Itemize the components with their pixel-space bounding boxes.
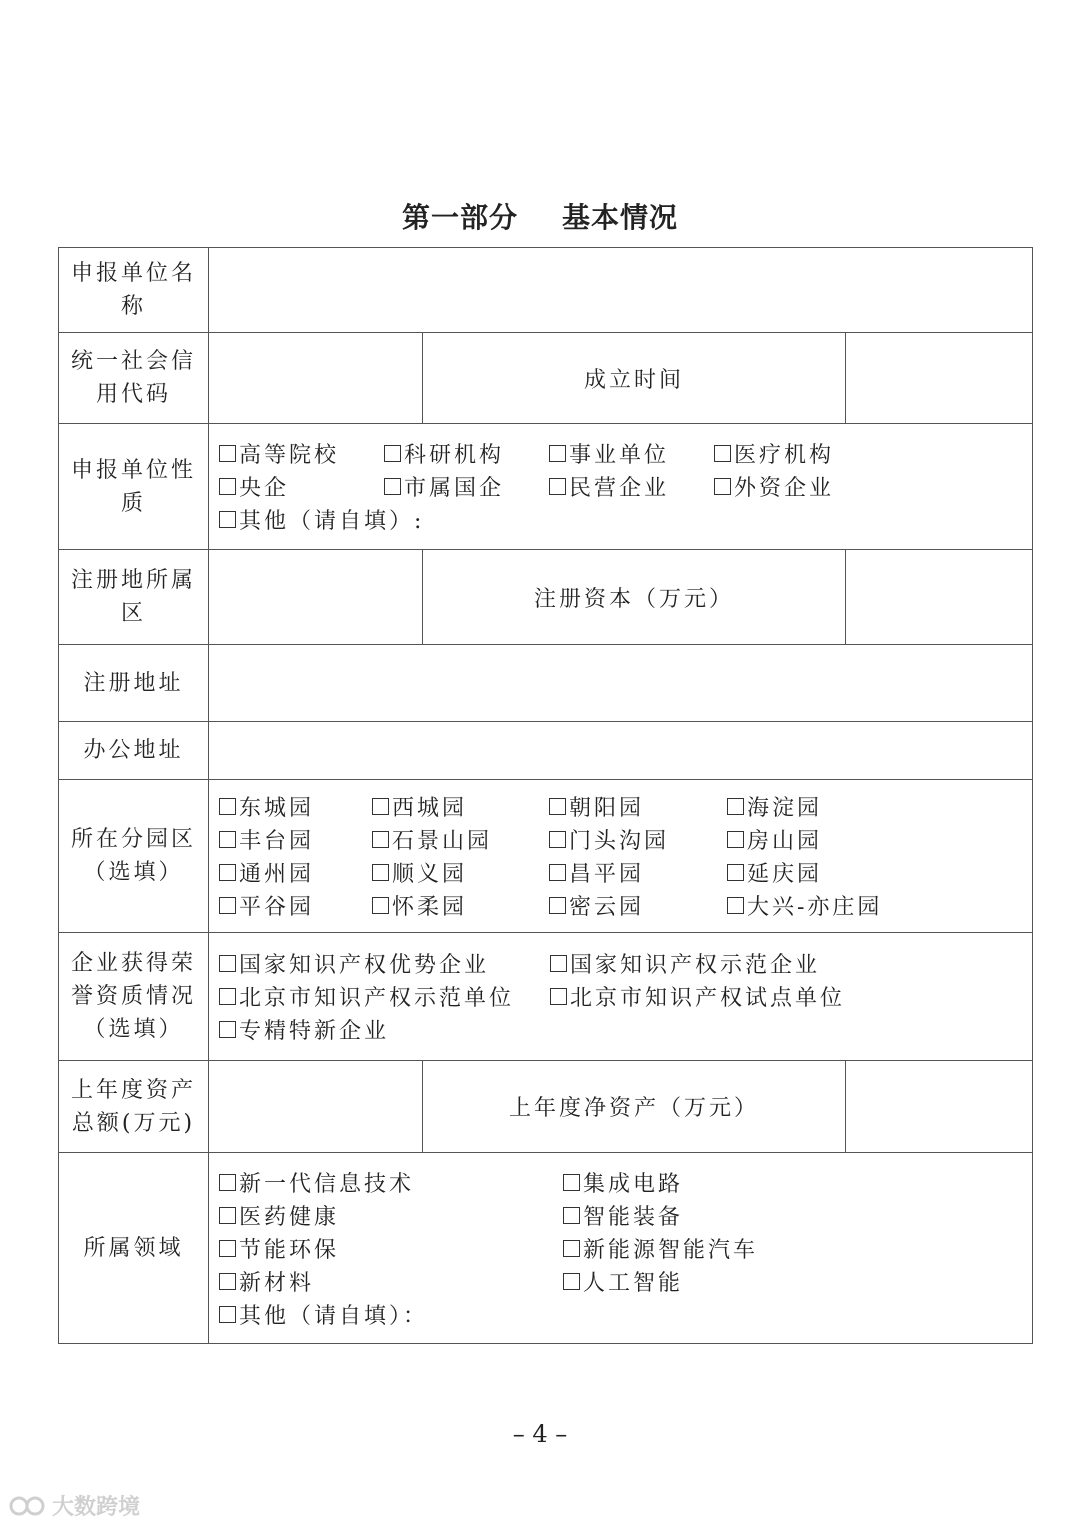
- checkbox[interactable]: [219, 798, 236, 815]
- field-reg-address[interactable]: [209, 645, 1033, 722]
- row-honor: [59, 933, 1033, 1061]
- checkbox-label: 海淀园: [747, 796, 823, 821]
- checkbox[interactable]: [384, 478, 401, 495]
- checkbox-option[interactable]: [372, 890, 549, 921]
- checkbox[interactable]: [549, 831, 566, 848]
- nature-options: [209, 424, 1033, 550]
- checkbox-option[interactable]: [550, 948, 880, 979]
- checkbox-label: 丰台园: [239, 829, 315, 854]
- row-nature: [59, 424, 1033, 550]
- checkbox-option[interactable]: [219, 1200, 563, 1231]
- checkbox-option[interactable]: [219, 1266, 563, 1297]
- checkbox[interactable]: [563, 1240, 580, 1257]
- checkbox-label: 市属国企: [404, 476, 505, 501]
- checkbox-label: 民营企业: [569, 476, 670, 501]
- checkbox[interactable]: [219, 478, 236, 495]
- checkbox-option[interactable]: [219, 890, 372, 921]
- checkbox-option[interactable]: [727, 890, 927, 921]
- checkbox-label: 昌平园: [569, 862, 645, 887]
- checkbox-option[interactable]: [549, 791, 727, 822]
- checkbox[interactable]: [727, 831, 744, 848]
- checkbox[interactable]: [549, 478, 566, 495]
- option-row: [219, 856, 1032, 889]
- checkbox[interactable]: [549, 798, 566, 815]
- label-net-assets: 上年度净资产（万元）: [423, 1061, 846, 1153]
- checkbox-option[interactable]: [549, 824, 727, 855]
- field-total-assets[interactable]: [209, 1061, 423, 1153]
- option-row: [219, 1013, 1032, 1046]
- checkbox-option[interactable]: [714, 471, 879, 502]
- checkbox[interactable]: [219, 1273, 236, 1290]
- checkbox-option[interactable]: [219, 857, 372, 888]
- checkbox[interactable]: [372, 831, 389, 848]
- honor-options: [209, 933, 1033, 1061]
- option-row: [219, 1298, 1032, 1331]
- checkbox-option[interactable]: [549, 471, 714, 502]
- option-row: [219, 503, 1032, 536]
- checkbox-label: 人工智能: [583, 1270, 684, 1296]
- checkbox-label: 通州园: [239, 862, 315, 887]
- checkbox-label: 高等院校: [239, 443, 340, 468]
- checkbox[interactable]: [550, 955, 567, 972]
- label-credit-code: 统一社会信用代码: [59, 333, 209, 424]
- checkbox[interactable]: [372, 864, 389, 881]
- option-row: [219, 1232, 1032, 1265]
- checkbox-label: 其他（请自填）:: [239, 509, 425, 534]
- row-credit-code: [59, 333, 1033, 424]
- watermark-logo-icon: [8, 1495, 48, 1517]
- checkbox[interactable]: [549, 445, 566, 462]
- checkbox-label: 房山园: [747, 829, 823, 854]
- row-reg-address: [59, 645, 1033, 722]
- checkbox-option[interactable]: [219, 471, 384, 502]
- checkbox-label: 石景山园: [392, 829, 493, 854]
- checkbox-option[interactable]: [219, 981, 550, 1012]
- checkbox-option[interactable]: [372, 857, 549, 888]
- label-reg-address: 注册地址: [59, 645, 209, 722]
- field-district[interactable]: [209, 550, 423, 645]
- checkbox-label: 新材料: [239, 1270, 315, 1296]
- checkbox[interactable]: [727, 897, 744, 914]
- checkbox-option[interactable]: [219, 1167, 563, 1198]
- checkbox-option[interactable]: [549, 438, 714, 469]
- checkbox-label: 平谷园: [239, 895, 315, 920]
- option-row: [219, 823, 1032, 856]
- label-district: 注册地所属区: [59, 550, 209, 645]
- checkbox-option[interactable]: [219, 824, 372, 855]
- checkbox-label: 东城园: [239, 796, 315, 821]
- checkbox[interactable]: [563, 1174, 580, 1191]
- checkbox[interactable]: [219, 1207, 236, 1224]
- watermark: [8, 1490, 140, 1521]
- checkbox-label: 国家知识产权优势企业: [239, 953, 490, 978]
- checkbox-label: 新能源智能汽车: [583, 1237, 759, 1263]
- checkbox-option[interactable]: [563, 1266, 893, 1297]
- checkbox-label: 科研机构: [404, 443, 505, 468]
- page-number: – 4 –: [512, 1420, 568, 1448]
- checkbox[interactable]: [714, 445, 731, 462]
- option-row: [219, 437, 1032, 470]
- checkbox[interactable]: [727, 798, 744, 815]
- row-park: [59, 780, 1033, 933]
- row-field: [59, 1153, 1033, 1344]
- checkbox-label: 顺义园: [392, 862, 468, 887]
- checkbox[interactable]: [727, 864, 744, 881]
- label-established: 成立时间: [423, 333, 846, 424]
- checkbox[interactable]: [549, 897, 566, 914]
- checkbox-option[interactable]: [219, 791, 372, 822]
- checkbox-option[interactable]: [372, 791, 549, 822]
- checkbox-option[interactable]: [219, 504, 425, 535]
- label-unit-name: 申报单位名称: [59, 248, 209, 333]
- row-district: [59, 550, 1033, 645]
- label-nature: 申报单位性质: [59, 424, 209, 550]
- checkbox-option[interactable]: [372, 824, 549, 855]
- checkbox[interactable]: [219, 831, 236, 848]
- field-options: [209, 1153, 1033, 1344]
- checkbox-label: 延庆园: [747, 862, 823, 887]
- row-unit-name: [59, 248, 1033, 333]
- checkbox[interactable]: [219, 511, 236, 528]
- option-row: [219, 889, 1032, 922]
- checkbox-label: 北京市知识产权示范单位: [239, 986, 515, 1011]
- checkbox-option[interactable]: [219, 1233, 563, 1264]
- section-title: [0, 196, 1080, 236]
- field-credit-code[interactable]: [209, 333, 423, 424]
- checkbox-label: 朝阳园: [569, 796, 645, 821]
- title-part-name: 基本情况: [562, 201, 679, 234]
- watermark-text: 大数跨境: [52, 1495, 141, 1520]
- checkbox-label: 门头沟园: [569, 829, 670, 854]
- checkbox-option[interactable]: [219, 438, 384, 469]
- field-net-assets[interactable]: [846, 1061, 1033, 1153]
- checkbox-option[interactable]: [384, 471, 549, 502]
- checkbox-option[interactable]: [727, 824, 927, 855]
- checkbox-option[interactable]: [219, 1299, 563, 1330]
- checkbox[interactable]: [563, 1273, 580, 1290]
- label-park: 所在分园区（选填）: [59, 780, 209, 933]
- checkbox-label: 怀柔园: [392, 895, 468, 920]
- field-unit-name[interactable]: [209, 248, 1033, 333]
- park-options: [209, 780, 1033, 933]
- option-row: [219, 980, 1032, 1013]
- checkbox-label: 其他（请自填）：: [239, 1303, 429, 1329]
- option-row: [219, 1166, 1032, 1199]
- label-honor: 企业获得荣誉资质情况（选填）: [59, 933, 209, 1061]
- option-row: [219, 790, 1032, 823]
- label-total-assets: 上年度资产总额(万元): [59, 1061, 209, 1153]
- field-capital[interactable]: [846, 550, 1033, 645]
- option-row: [219, 1265, 1032, 1298]
- field-office-address[interactable]: [209, 722, 1033, 780]
- basic-info-table: [58, 247, 1033, 1344]
- checkbox-label: 西城园: [392, 796, 468, 821]
- checkbox-label: 智能装备: [583, 1204, 684, 1230]
- label-office-address: 办公地址: [59, 722, 209, 780]
- checkbox-option[interactable]: [563, 1200, 893, 1231]
- checkbox[interactable]: [219, 1021, 236, 1038]
- checkbox[interactable]: [372, 798, 389, 815]
- checkbox-option[interactable]: [219, 948, 550, 979]
- checkbox-label: 北京市知识产权试点单位: [570, 986, 846, 1011]
- checkbox-label: 专精特新企业: [239, 1019, 390, 1044]
- checkbox-label: 新一代信息技术: [239, 1171, 415, 1197]
- checkbox[interactable]: [219, 1174, 236, 1191]
- checkbox[interactable]: [219, 955, 236, 972]
- checkbox-option[interactable]: [549, 857, 727, 888]
- checkbox-option[interactable]: [384, 438, 549, 469]
- checkbox[interactable]: [219, 1306, 236, 1323]
- checkbox-label: 医疗机构: [734, 443, 835, 468]
- checkbox[interactable]: [549, 864, 566, 881]
- checkbox-option[interactable]: [727, 791, 927, 822]
- checkbox[interactable]: [563, 1207, 580, 1224]
- option-row: [219, 1199, 1032, 1232]
- checkbox[interactable]: [714, 478, 731, 495]
- checkbox-label: 国家知识产权示范企业: [570, 953, 821, 978]
- option-row: [219, 470, 1032, 503]
- option-row: [219, 947, 1032, 980]
- checkbox-label: 外资企业: [734, 476, 835, 501]
- checkbox-option[interactable]: [550, 981, 880, 1012]
- row-office-address: [59, 722, 1033, 780]
- checkbox-option[interactable]: [219, 1014, 550, 1045]
- field-established[interactable]: [846, 333, 1033, 424]
- checkbox[interactable]: [219, 445, 236, 462]
- label-capital: 注册资本（万元）: [423, 550, 846, 645]
- checkbox-label: 节能环保: [239, 1237, 340, 1263]
- checkbox-label: 医药健康: [239, 1204, 340, 1230]
- checkbox-option[interactable]: [549, 890, 727, 921]
- checkbox-option[interactable]: [563, 1233, 893, 1264]
- checkbox-label: 密云园: [569, 895, 645, 920]
- checkbox[interactable]: [384, 445, 401, 462]
- checkbox[interactable]: [372, 897, 389, 914]
- checkbox[interactable]: [219, 897, 236, 914]
- title-part-number: 第一部分: [401, 201, 518, 234]
- checkbox-option[interactable]: [563, 1167, 893, 1198]
- checkbox-option[interactable]: [727, 857, 927, 888]
- checkbox-label: 事业单位: [569, 443, 670, 468]
- checkbox[interactable]: [219, 988, 236, 1005]
- checkbox[interactable]: [219, 864, 236, 881]
- checkbox-option[interactable]: [714, 438, 879, 469]
- checkbox-label: 央企: [239, 476, 290, 501]
- checkbox[interactable]: [550, 988, 567, 1005]
- checkbox-label: 集成电路: [583, 1171, 684, 1197]
- checkbox[interactable]: [219, 1240, 236, 1257]
- row-assets: [59, 1061, 1033, 1153]
- checkbox-label: 大兴-亦庄园: [747, 895, 883, 920]
- label-field: 所属领域: [59, 1153, 209, 1344]
